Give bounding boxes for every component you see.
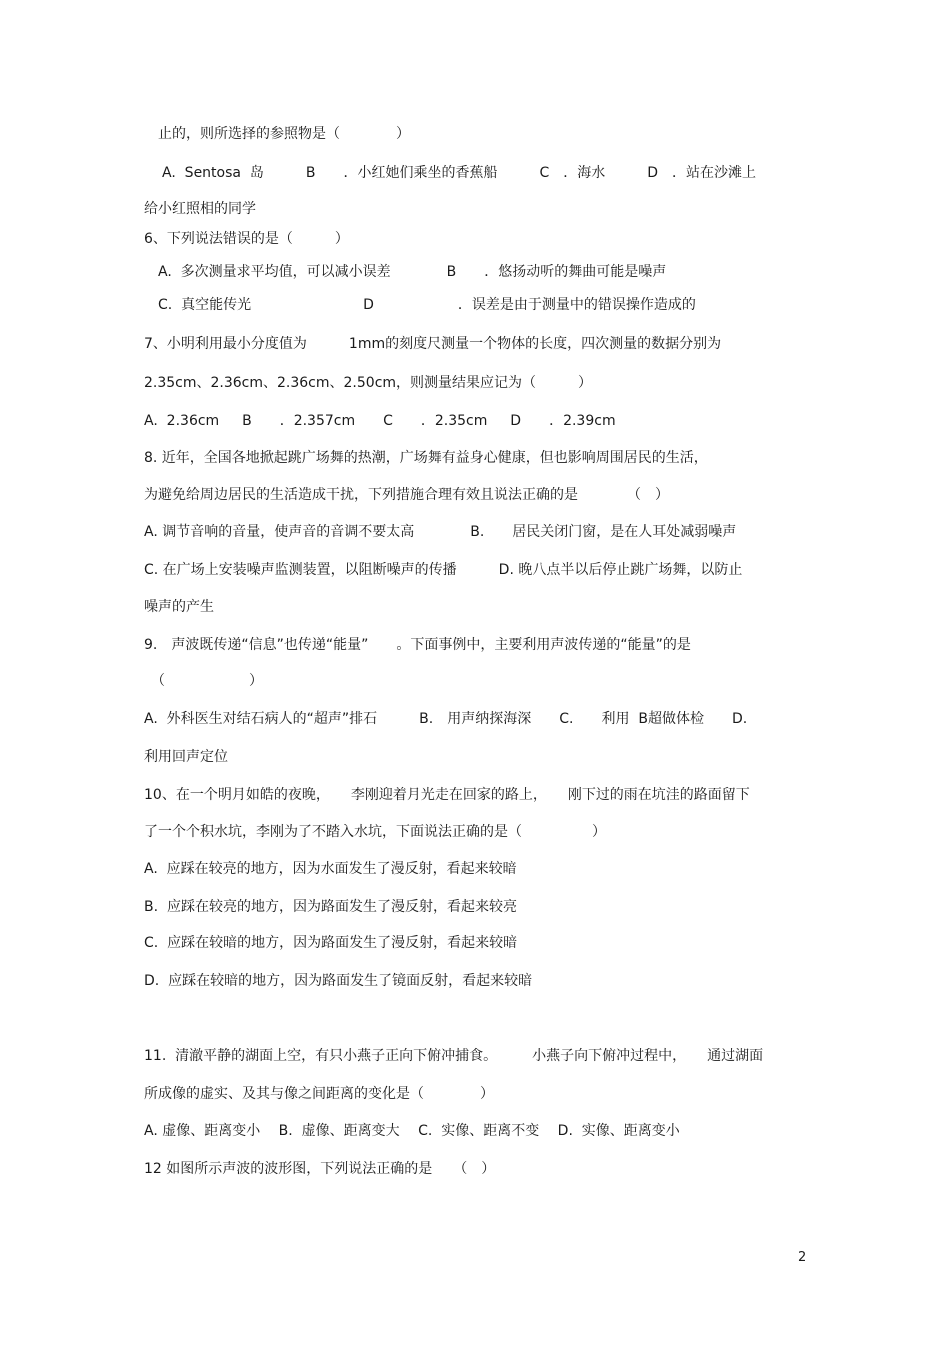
q6-options-ab: A. 多次测量求平均值，可以减小误差 B ．悠扬动听的舞曲可能是噪声 <box>158 264 667 280</box>
q9-options-continued: 利用回声定位 <box>144 749 228 765</box>
q11-text-continued: 所成像的虚实、及其与像之间距离的变化是（ ） <box>144 1086 494 1102</box>
q10-text-continued: 了一个个积水坑，李刚为了不踏入水坑，下面说法正确的是（ ） <box>144 824 606 840</box>
q8-text-continued: 为避免给周边居民的生活造成干扰，下列措施合理有效且说法正确的是 （ ） <box>144 487 669 503</box>
q5-options: A. Sentosa 岛 B ．小红她们乘坐的香蕉船 C ．海水 D ．站在沙滩上 <box>162 165 757 181</box>
q6-text: 6、下列说法错误的是（ ） <box>144 231 349 247</box>
q8-options-continued: 噪声的产生 <box>144 599 214 615</box>
q11-text: 11. 清澈平静的湖面上空，有只小燕子正向下俯冲捕食。 小燕子向下俯冲过程中， 通过湖面 <box>144 1048 764 1064</box>
q10-option-b: B. 应踩在较亮的地方，因为路面发生了漫反射，看起来较亮 <box>144 899 517 915</box>
q9-answer-blank: （ ） <box>151 673 263 689</box>
q8-options-cd: C. 在广场上安装噪声监测装置，以阻断噪声的传播 D. 晚八点半以后停止跳广场舞，以防止 <box>144 562 743 578</box>
q7-text-continued: 2.35cm、2.36cm、2.36cm、2.50cm，则测量结果应记为（ ） <box>144 375 593 391</box>
q9-text: 9. 声波既传递“信息”也传递“能量” 。下面事例中，主要利用声波传递的“能量”的是 <box>144 637 691 653</box>
page-number: 2 <box>798 1250 807 1265</box>
q6-options-cd: C. 真空能传光 D ．误差是由于测量中的错误操作造成的 <box>158 297 696 313</box>
q7-text: 7、小明利用最小分度值为 1mm的刻度尺测量一个物体的长度，四次测量的数据分别为 <box>144 336 722 352</box>
q5-text-continued: 止的，则所选择的参照物是（ ） <box>158 126 410 142</box>
q11-options: A. 虚像、距离变小 B. 虚像、距离变大 C. 实像、距离不变 D. 实像、距离变小 <box>144 1123 680 1139</box>
q10-text: 10、在一个明月如皓的夜晚， 李刚迎着月光走在回家的路上， 刚下过的雨在坑洼的路面留下 <box>144 787 750 803</box>
q9-options: A. 外科医生对结石病人的“超声”排石 B. 用声纳探海深 C. 利用 B超做体检 D. <box>144 711 748 727</box>
q10-option-c: C. 应踩在较暗的地方，因为路面发生了漫反射，看起来较暗 <box>144 935 518 951</box>
q5-options-continued: 给小红照相的同学 <box>144 201 256 217</box>
q8-text: 8. 近年，全国各地掀起跳广场舞的热潮，广场舞有益身心健康，但也影响周围居民的生活， <box>144 450 708 466</box>
q10-option-d: D. 应踩在较暗的地方，因为路面发生了镜面反射，看起来较暗 <box>144 973 533 989</box>
q10-option-a: A. 应踩在较亮的地方，因为水面发生了漫反射，看起来较暗 <box>144 861 517 877</box>
q8-options-ab: A. 调节音响的音量，使声音的音调不要太高 B. 居民关闭门窗，是在人耳处减弱噪声 <box>144 524 737 540</box>
q7-options: A. 2.36cm B ．2.357cm C ．2.35cm D ．2.39cm <box>144 413 616 429</box>
q12-text: 12 如图所示声波的波形图，下列说法正确的是 （ ） <box>144 1161 496 1177</box>
